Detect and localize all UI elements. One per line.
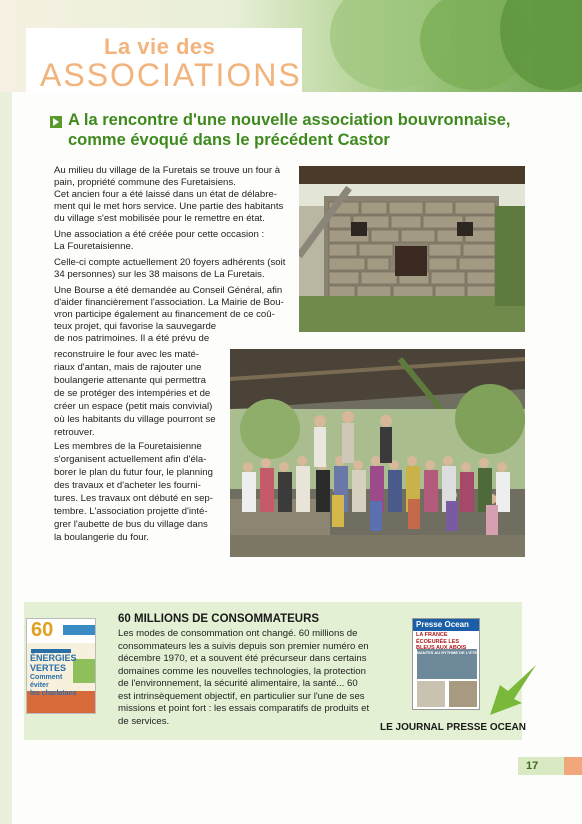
article-line: du village s'est mobilisée pour le remettre en état. (54, 213, 265, 224)
newspaper-subhead: NANTES AU RYTHME DE L'ÉTÉ (417, 650, 477, 655)
article-line: teux projet, qui favorise la sauvegarde (54, 321, 217, 332)
article-line: retrouver. (54, 427, 95, 438)
magazine-cover-image (26, 618, 96, 714)
article-line: Une association a été créée pour cette occasion : (54, 229, 265, 240)
article-line: de nos patrimoines. Il a été prévu de (54, 333, 210, 344)
members-group-photo (230, 349, 525, 557)
article-line: reconstruire le four avec les maté- (54, 349, 200, 360)
article-line: vron participe également au financement de ce coû- (54, 309, 275, 320)
article-line: de se protéger des intempéries et de (54, 388, 211, 399)
section-title-line1: La vie des (104, 34, 216, 59)
magazine-headline1: ÉNERGIES (30, 653, 77, 663)
article-line: ment qui le met hors service. Une partie des habitants (54, 201, 284, 212)
newspaper-caption: LE JOURNAL PRESSE OCEAN (380, 722, 526, 733)
article-line: où les habitants du village pourront se (54, 414, 216, 425)
feature-box-text: Les modes de consommation ont changé. 60 millions de consommateurs les a suivis depuis son premier numéro en décembre 1970, et a souvent été précurseur dans certains domaines comme les nouvelles technologies, la protection de l'environnement, la sécurité alimentaire, la santé... 60 est intrinsèquement objectif, en particulier sur l'une de ses missions et point fort : les essais comparatifs de produits et de services. (118, 628, 370, 727)
bread-oven-photo (299, 166, 525, 332)
article-line: la boulangerie du four. (54, 532, 149, 543)
article-line: créer un espace (petit mais convivial) (54, 401, 213, 412)
newspaper-masthead: Presse Ocean (416, 620, 469, 629)
left-margin-band (0, 92, 12, 824)
article-line: La Fouretaisienne. (54, 241, 134, 252)
feature-box-title: 60 MILLIONS DE CONSOMMATEURS (118, 613, 320, 625)
article-line: borer le plan du futur four, le planning (54, 467, 213, 478)
headline-arrow-icon (50, 116, 62, 128)
magazine-logo: 60 (31, 619, 54, 641)
page-number: 17 (526, 760, 539, 772)
article-line: tures. Les travaux ont débuté en sep- (54, 493, 213, 504)
article-line: Une Bourse a été demandée au Conseil Général, afin (54, 285, 283, 296)
article-line: 34 personnes) sur les 38 maisons de La Furetais. (54, 269, 265, 280)
article-line: Les membres de la Fouretaisienne (54, 441, 202, 452)
section-title-line2: ASSOCIATIONS (40, 57, 302, 93)
article-line: riaux d'antan, mais de rajouter une (54, 362, 202, 373)
article-line: pain, propriété commune des Furetaisiens. (54, 177, 236, 188)
newspaper-cover-image (412, 618, 480, 710)
page-number-tab (564, 757, 582, 775)
magazine-subline1: Comment (30, 674, 63, 681)
magazine-subline2: éviter (30, 682, 49, 689)
article-line: grer l'aubette de bus du village dans (54, 519, 208, 530)
article-line: Cet ancien four a été laissé dans un état de délabre- (54, 189, 277, 200)
article-line: Au milieu du village de la Furetais se trouve un four à (54, 165, 281, 176)
article-line: tembre. L'association projette d'inté- (54, 506, 208, 517)
magazine-headline2: VERTES (30, 663, 67, 673)
article-line: s'organisent actuellement afin d'éla- (54, 454, 207, 465)
article-headline (68, 110, 538, 150)
page-number-box (518, 757, 564, 775)
headline-line2: comme évoqué dans le précédent Castor (68, 131, 390, 149)
article-line: boulangerie attenante qui permettra (54, 375, 207, 386)
arrow-pointer-icon (484, 665, 536, 715)
article-line: des travaux et d'acheter les fourni- (54, 480, 201, 491)
magazine-subline3: les charlatans (30, 690, 77, 697)
article-line: d'aider financièrement l'association. La Mairie de Bou- (54, 297, 284, 308)
article-line: Celle-ci compte actuellement 20 foyers adhérents (soit (54, 257, 286, 268)
newspaper-headline: LA FRANCE ÉCOEURÉE LES BLEUS AUX ABOIS (416, 632, 467, 651)
headline-line1: A la rencontre d'une nouvelle association bouvronnaise, (68, 111, 511, 129)
